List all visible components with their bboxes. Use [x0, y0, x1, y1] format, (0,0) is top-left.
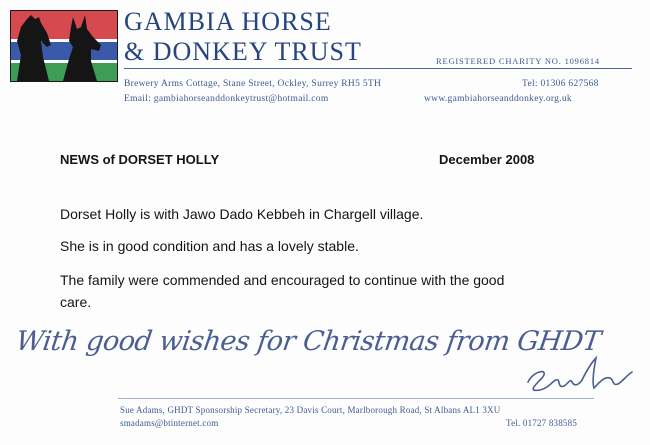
footer-divider [118, 398, 594, 399]
handwritten-greeting: With good wishes for Christmas from GHDT [14, 326, 603, 357]
postal-address: Brewery Arms Cottage, Stane Street, Ockley, Surrey RH5 5TH [124, 79, 382, 89]
website: www.gambiahorseanddonkey.org.uk [424, 94, 572, 104]
org-name-line1: GAMBIA HORSE [124, 7, 332, 36]
news-title: NEWS of DORSET HOLLY [60, 152, 220, 167]
paragraph-location: Dorset Holly is with Jawo Dado Kebbeh in Chargell village. [60, 206, 424, 222]
letterhead-divider [124, 68, 632, 69]
paragraph-family-line2: care. [60, 294, 92, 310]
horse-and-donkey-logo [10, 10, 118, 82]
footer-email: smadams@btinternet.com [120, 418, 219, 428]
paragraph-condition: She is in good condition and has a lovely stable. [60, 238, 359, 254]
org-name-line2: & DONKEY TRUST [124, 37, 362, 66]
footer-telephone: Tel. 01727 838585 [506, 418, 578, 428]
telephone: Tel: 01306 627568 [522, 79, 599, 89]
news-date: December 2008 [439, 152, 535, 167]
footer-contact: Sue Adams, GHDT Sponsorship Secretary, 23 Davis Court, Marlborough Road, St Albans AL1 3XU [120, 405, 501, 415]
horse-and-donkey-icon [11, 11, 117, 81]
email-address: Email: gambiahorseanddonkeytrust@hotmail.com [124, 94, 329, 104]
signature [520, 352, 640, 398]
paragraph-family-line1: The family were commended and encouraged to continue with the good [60, 272, 505, 288]
charity-number: REGISTERED CHARITY NO. 1096814 [436, 56, 600, 66]
